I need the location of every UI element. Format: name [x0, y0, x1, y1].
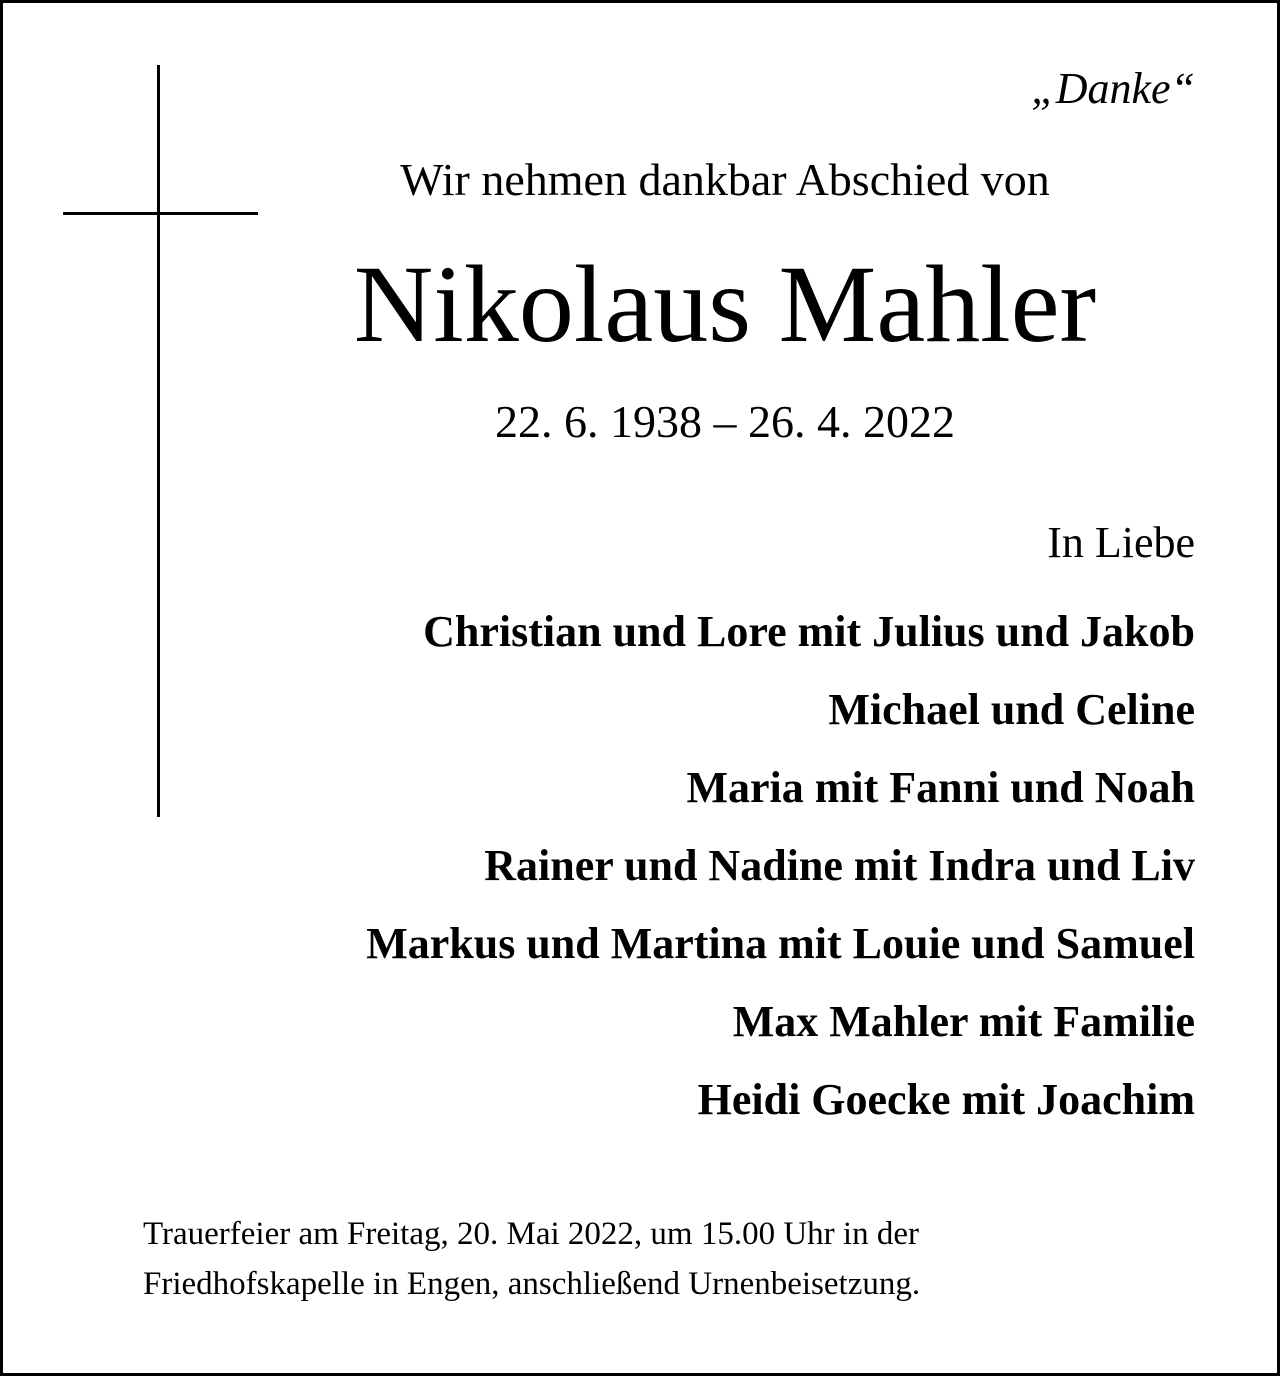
mourner-line: Maria mit Fanni und Noah — [686, 763, 1195, 812]
mourner-line: Christian und Lore mit Julius und Jakob — [423, 607, 1195, 656]
deceased-name: Nikolaus Mahler — [353, 243, 1097, 365]
service-info-line: Trauerfeier am Freitag, 20. Mai 2022, um 15.00 Uhr in der — [143, 1216, 919, 1252]
mourner-line: Max Mahler mit Familie — [732, 997, 1195, 1046]
closing-phrase: In Liebe — [1047, 518, 1195, 567]
mourner-line: Michael und Celine — [828, 685, 1195, 734]
mourner-line: Rainer und Nadine mit Indra und Liv — [484, 841, 1195, 890]
cross-vertical-bar — [157, 65, 160, 817]
mourner-line: Heidi Goecke mit Joachim — [697, 1075, 1195, 1124]
life-dates: 22. 6. 1938 – 26. 4. 2022 — [495, 396, 955, 447]
service-info-line: Friedhofskapelle in Engen, anschließend Urnenbeisetzung. — [143, 1266, 921, 1302]
service-info — [143, 1209, 920, 1309]
mourner-list — [366, 603, 1195, 1149]
cross-horizontal-bar — [63, 212, 258, 215]
intro-text: Wir nehmen dankbar Abschied von — [400, 154, 1050, 205]
mourner-line: Markus und Martina mit Louie und Samuel — [366, 919, 1195, 968]
epigraph-quote: „Danke“ — [1031, 64, 1195, 113]
